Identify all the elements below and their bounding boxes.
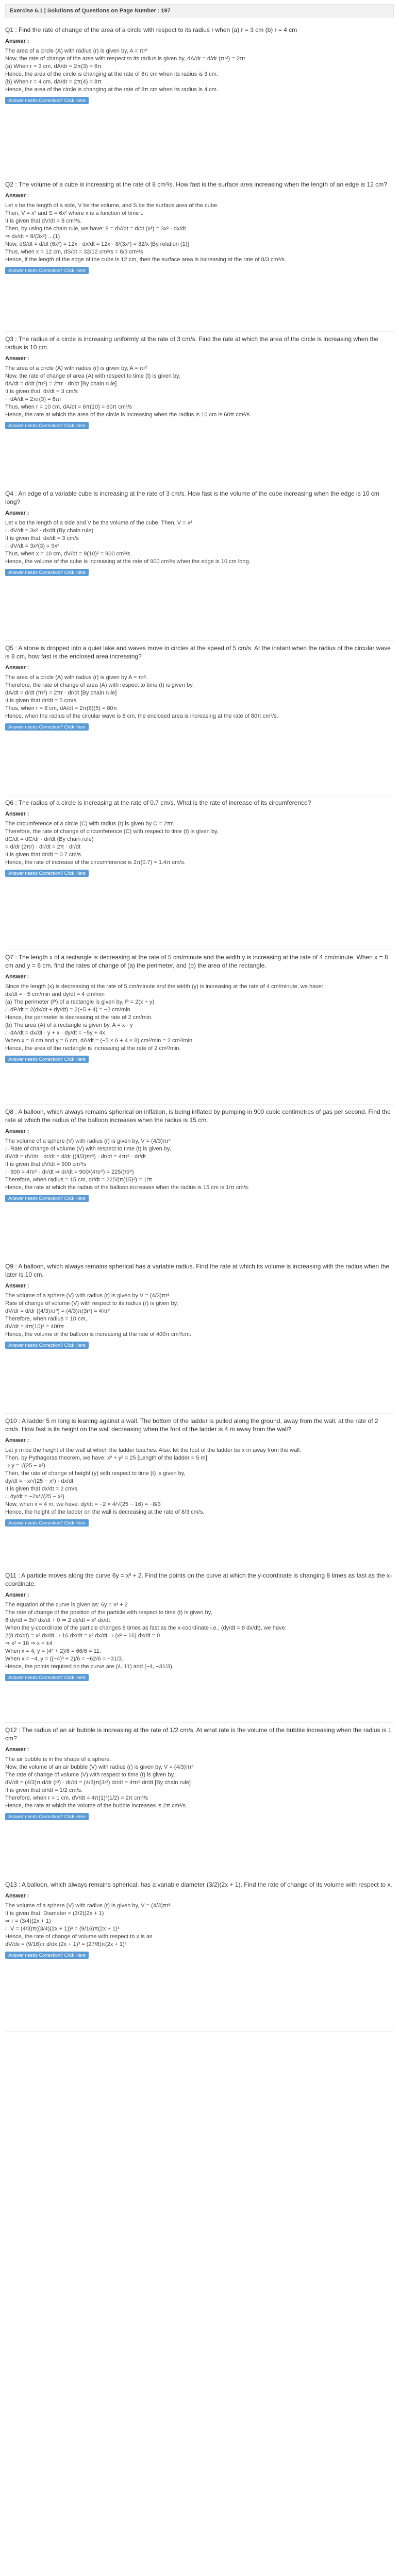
solution-line: Therefore, when radius = 15 cm, dr/dt = 225/(π(15)²) = 1/π: [5, 1177, 153, 1183]
solution-line: Hence, the volume of the cube is increasing at the rate of 900 cm³/s when the edge is 10 cm long.: [5, 558, 251, 565]
answer-correction-link[interactable]: Answer needs Correction? Click Here: [5, 870, 89, 877]
solution-line: Hence, the perimeter is decreasing at the rate of 2 cm/min.: [5, 1014, 153, 1021]
solution-line: When the y-coordinate of the particle changes 8 times as fast as the x-coordinate i.e., (dy/dt = 8 dx/dt), we have:: [5, 1625, 287, 1631]
question-text: Q11 : A particle moves along the curve 6y = x³ + 2. Find the points on the curve at which the y-coordinate is changing 8 times as fast as the x-coordinate.: [5, 1572, 392, 1587]
solution-line: Hence, the rate of change of volume with respect to x is as: [5, 1934, 153, 1940]
solution-line: = d/dr (2πr) · dr/dt = 2π · dr/dt: [5, 844, 81, 850]
solution-line: Now, when x = 4 m, we have: dy/dt = −2 × 4/√(25 − 16) = −8/3: [5, 1501, 161, 1507]
solution-line: Now, the volume of an air bubble (V) with radius (r) is given by, V = (4/3)πr³: [5, 1764, 194, 1770]
question-text: Q9 : A balloon, which always remains spherical has a variable radius. Find the rate at which its volume is increasing with the radius when the later is 10 cm.: [5, 1263, 390, 1278]
solution-line: Thus, when x = 10 cm, dV/dt = 9(10)² = 900 cm³/s: [5, 551, 130, 557]
question-text: Q10 : A ladder 5 m long is leaning against a wall. The bottom of the ladder is pulled along the ground, away from the wall, at the rate of 2 cm/s. How fast is its height on the wall decreasing when the foot of the ladder is 4 m away from the wall?: [5, 1417, 378, 1433]
solution-line: dV/dx = (9/16)π d/dx (2x + 1)³ = (27/8)π(2x + 1)²: [5, 1941, 127, 1947]
answer-correction-link[interactable]: Answer needs Correction? Click Here: [5, 1195, 89, 1202]
solution-line: Hence, the rate of increase of the circumference is 2π(0.7) = 1.4π cm/s.: [5, 859, 186, 866]
solution-line: It is given that dx/dt = 2 cm/s.: [5, 1486, 79, 1492]
solution-line: Since the length (x) is decreasing at the rate of 5 cm/minute and the width (y) is increasing at the rate of 4 cm/minute, we have:: [5, 984, 323, 990]
solution-line: Thus, when x = 12 cm, dS/dt = 32/12 cm²/s = 8/3 cm²/s: [5, 249, 143, 255]
solution-line: ⇒ dx/dt = 8/(3x²) ...(1): [5, 233, 60, 240]
question-text: Q3 : The radius of a circle is increasing uniformly at the rate of 3 cm/s. Find the rate at which the area of the circle is increasing when the radius is 10 cm.: [5, 335, 379, 351]
solution-line: Then, by using the chain rule, we have: 8 = dV/dt = d/dt (x³) = 3x² · dx/dt: [5, 226, 186, 232]
question-block: [5, 641, 394, 795]
solution-line: dA/dt = d/dt (πr²) = 2πr · dr/dt [By chain rule]: [5, 690, 117, 696]
answer-label: Answer :: [5, 1747, 29, 1753]
solution-line: Hence, the points required on the curve are (4, 11) and (−4, −31/3).: [5, 1664, 174, 1670]
solution-line: dx/dt = −5 cm/min and dy/dt = 4 cm/min: [5, 991, 105, 997]
solution-line: It is given that, dx/dt = 3 cm/s: [5, 535, 79, 541]
question-block: [5, 795, 394, 950]
solution-line: The volume of a sphere (V) with radius (r) is given by, V = (4/3)πr³: [5, 1138, 171, 1144]
solution-line: It is given that dr/dt = 1/2 cm/s.: [5, 1787, 83, 1793]
question-block: [5, 1105, 394, 1259]
answer-correction-link[interactable]: Answer needs Correction? Click Here: [5, 1674, 89, 1681]
solution-line: ∴ dP/dt = 2(dx/dt + dy/dt) = 2(−5 + 4) = −2 cm/min: [5, 1007, 130, 1013]
solution-line: dV/dr = d/dr ((4/3)πr³) = (4/3)π(3r²) = 4πr²: [5, 1308, 110, 1314]
answer-correction-link[interactable]: Answer needs Correction? Click Here: [5, 1342, 89, 1349]
question-block: [5, 1414, 394, 1568]
solution-line: Hence, the rate at which the area of the circle is increasing when the radius is 10 cm is 60π cm²/s.: [5, 412, 252, 418]
exercise-header: Exercise 6.1 | Solutions of Questions on Page Number : 197: [5, 4, 394, 18]
solution-line: Now, dS/dt = d/dt (6x²) = 12x · dx/dt = 12x · 8/(3x²) = 32/x [By relation (1)]: [5, 241, 189, 247]
solution-line: ∴ dA/dt = 2πr(3) = 6πr: [5, 396, 61, 402]
solution-line: (a) The perimeter (P) of a rectangle is given by, P = 2(x + y): [5, 999, 155, 1005]
answer-label: Answer :: [5, 38, 29, 44]
question-text: Q4 : An edge of a variable cube is increasing at the rate of 3 cm/s. How fast is the volume of the cube increasing when the edge is 10 cm long?: [5, 490, 379, 505]
question-text: Q1 : Find the rate of change of the area of a circle with respect to its radius r when (a) r = 3 cm (b) r = 4 cm: [5, 26, 297, 33]
solution-line: Hence, if the length of the edge of the cube is 12 cm, then the surface area is increasing at the rate of 8/3 cm²/s.: [5, 257, 286, 263]
solution-line: When x = 4, y = (4³ + 2)/6 = 66/6 = 11.: [5, 1648, 101, 1654]
solution-line: Let x be the length of a side, V be the volume, and S be the surface area of the cube.: [5, 202, 219, 209]
answer-label: Answer :: [5, 974, 29, 980]
solution-line: Therefore, the rate of change of area (A) with respect to time (t) is given by,: [5, 682, 194, 688]
question-block: [5, 950, 394, 1105]
solution-line: The volume of a sphere (V) with radius (r) is given by, V = (4/3)πr³: [5, 1903, 171, 1909]
solution-line: dV/dt = dV/dr · dr/dt = d/dr ((4/3)πr³) · dr/dt = 4πr² · dr/dt: [5, 1154, 146, 1160]
question-text: Q2 : The volume of a cube is increasing at the rate of 8 cm³/s. How fast is the surface area increasing when the length of an edge is 12 cm?: [5, 181, 387, 188]
answer-label: Answer :: [5, 1283, 29, 1289]
answer-label: Answer :: [5, 1893, 29, 1899]
answer-label: Answer :: [5, 811, 29, 817]
solution-line: It is given that: Diameter = (3/2)(2x + 1): [5, 1910, 104, 1917]
answer-label: Answer :: [5, 665, 29, 671]
solution-line: The circumference of a circle (C) with radius (r) is given by C = 2πr.: [5, 821, 174, 827]
solution-line: ∴ Rate of change of volume (V) with respect to time (t) is given by,: [5, 1146, 171, 1152]
solution-line: ∴ 900 = 4πr² · dr/dt ⇒ dr/dt = 900/(4πr²) = 225/(πr²): [5, 1169, 134, 1175]
answer-correction-link[interactable]: Answer needs Correction? Click Here: [5, 1056, 89, 1063]
answer-correction-link[interactable]: Answer needs Correction? Click Here: [5, 569, 89, 576]
solution-line: The volume of a sphere (V) with radius (r) is given by V = (4/3)πr³.: [5, 1293, 171, 1299]
solution-line: The area of a circle (A) with radius (r) is given by A = πr².: [5, 674, 148, 681]
solution-line: Therefore, when r = 1 cm, dV/dt = 4π(1)²(1/2) = 2π cm³/s: [5, 1795, 148, 1801]
solution-line: ∴ dy/dt = −2x/√(25 − x²): [5, 1494, 64, 1500]
solution-line: ∴ V = (4/3)π((3/4)(2x + 1))³ = (9/16)π(2x + 1)³: [5, 1926, 120, 1932]
question-text: Q8 : A balloon, which always remains spherical on inflation, is being inflated by pumping in 900 cubic centimetres of gas per second. Find the rate at which the radius of the balloon increases when the radius is 15 cm.: [5, 1108, 391, 1124]
question-block: [5, 1259, 394, 1414]
solution-line: Hence, the volume of the balloon is increasing at the rate of 400π cm³/cm.: [5, 1331, 191, 1337]
solution-line: Therefore, when radius = 10 cm,: [5, 1316, 87, 1322]
solution-line: Hence, the area of the rectangle is increasing at the rate of 2 cm²/min.: [5, 1045, 181, 1052]
solution-line: The air bubble is in the shape of a sphere.: [5, 1756, 111, 1762]
solution-line: dC/dt = dC/dr · dr/dt (By chain rule): [5, 836, 94, 842]
solution-line: dy/dt = −x/√(25 − x²) · dx/dt: [5, 1478, 74, 1484]
solution-line: Thus, when r = 8 cm, dA/dt = 2π(8)(5) = 80π: [5, 705, 118, 711]
solution-line: The rate of change of volume (V) with respect to time (t) is given by,: [5, 1772, 175, 1778]
solution-line: ∴ dV/dt = 3x² · dx/dt (By chain rule): [5, 528, 94, 534]
solution-line: ∴ dV/dt = 3x²(3) = 9x²: [5, 543, 59, 549]
solution-line: When x = 8 cm and y = 6 cm, dA/dt = (−5 × 6 + 4 × 8) cm²/min = 2 cm²/min: [5, 1038, 193, 1044]
solution-line: It is given that dr/dt = 5 cm/s.: [5, 698, 78, 704]
solution-line: The area of a circle (A) with radius (r) is given by, A = πr²: [5, 48, 147, 54]
questions-list: [5, 23, 394, 2032]
answer-label: Answer :: [5, 1592, 29, 1598]
solution-line: It is given that dr/dt = 0.7 cm/s.: [5, 852, 83, 858]
answer-correction-link[interactable]: Answer needs Correction? Click Here: [5, 723, 89, 731]
solution-line: Hence, the rate at which the volume of the bubble increases is 2π cm³/s.: [5, 1803, 188, 1809]
solution-line: Rate of change of volume (V) with respect to its radius (r) is given by,: [5, 1300, 178, 1307]
solution-line: The equation of the curve is given as: 6y = x³ + 2: [5, 1602, 128, 1608]
answer-correction-link[interactable]: Answer needs Correction? Click Here: [5, 422, 89, 429]
solution-line: Hence, the area of the circle is changing at the rate of 6π cm when its radius is 3 cm.: [5, 71, 218, 77]
question-block: [5, 1568, 394, 1723]
answer-correction-link[interactable]: Answer needs Correction? Click Here: [5, 1519, 89, 1527]
solution-line: ⇒ r = (3/4)(2x + 1): [5, 1918, 51, 1924]
question-block: [5, 1877, 394, 2032]
question-text: Q5 : A stone is dropped into a quiet lake and waves move in circles at the speed of 5 cm/s. At the instant when the radius of the circular wave is 8 cm, how fast is the enclosed area increasing?: [5, 645, 391, 660]
solution-line: Let x be the length of a side and V be the volume of the cube. Then, V = x³: [5, 520, 192, 526]
question-text: Q7 : The length x of a rectangle is decreasing at the rate of 5 cm/minute and the width y is increasing at the rate of 4 cm/minute. When x = 8 cm and y = 6 cm, find the rates of change of (a) the perimeter, and (b) the area of the rectangle.: [5, 954, 388, 969]
solution-line: Now, the rate of change of area (A) with respect to time (t) is given by,: [5, 373, 180, 379]
answer-label: Answer :: [5, 1437, 29, 1444]
solution-line: (b) The area (A) of a rectangle is given by, A = x · y: [5, 1022, 133, 1028]
solution-line: dA/dt = d/dt (πr²) = 2πr · dr/dt [By chain rule]: [5, 381, 117, 387]
solution-line: Then, by Pythagoras theorem, we have: x² + y² = 25 [Length of the ladder = 5 m]: [5, 1455, 207, 1461]
answer-label: Answer :: [5, 355, 29, 362]
solution-line: It is given that, dr/dt = 3 cm/s: [5, 388, 78, 395]
question-block: [5, 332, 394, 486]
answer-label: Answer :: [5, 193, 29, 199]
solution-line: 6 dy/dt = 3x² dx/dt + 0 ⇒ 2 dy/dt = x² dx/dt: [5, 1617, 110, 1623]
solution-line: Thus, when r = 10 cm, dA/dt = 6π(10) = 60π cm²/s: [5, 404, 132, 410]
solution-line: Let y m be the height of the wall at which the ladder touches. Also, let the foot of the ladder be x m away from the wall.: [5, 1447, 302, 1453]
question-text: Q6 : The radius of a circle is increasing at the rate of 0.7 cm/s. What is the rate of increase of its circumference?: [5, 799, 311, 806]
solution-line: ⇒ x² = 16 ⇒ x = ±4: [5, 1640, 53, 1647]
answer-label: Answer :: [5, 510, 29, 516]
solution-line: Hence, the rate at which the radius of the balloon increases when the radius is 15 cm is 1/π cm/s.: [5, 1184, 250, 1191]
solution-line: It is given that dV/dt = 8 cm³/s.: [5, 218, 82, 224]
solution-line: Hence, when the radius of the circular wave is 8 cm, the enclosed area is increasing at the rate of 80π cm²/s.: [5, 713, 278, 719]
solution-line: dV/dt = (4/3)π d/dr (r³) · dr/dt = (4/3)π(3r²) dr/dt = 4πr² dr/dt [By chain rule]: [5, 1780, 191, 1786]
solution-line: Then, the rate of change of height (y) with respect to time (t) is given by,: [5, 1470, 186, 1477]
solution-line: (a) When r = 3 cm, dA/dr = 2π(3) = 6π: [5, 63, 102, 70]
solution-line: dV/dr = 4π(10)² = 400π: [5, 1324, 64, 1330]
question-text: Q12 : The radius of an air bubble is increasing at the rate of 1/2 cm/s. At what rate is the volume of the bubble increasing when the radius is 1 cm?: [5, 1726, 392, 1742]
solution-line: Hence, the height of the ladder on the wall is decreasing at the rate of 8/3 cm/s.: [5, 1509, 205, 1515]
solution-line: The rate of change of the position of the particle with respect to time (t) is given by,: [5, 1609, 212, 1616]
question-block: [5, 23, 394, 177]
solution-line: It is given that dV/dt = 900 cm³/s: [5, 1161, 87, 1167]
solution-line: ∴ dA/dt = dx/dt · y + x · dy/dt = −5y + 4x: [5, 1030, 105, 1036]
solution-line: (b) When r = 4 cm, dA/dr = 2π(4) = 8π: [5, 79, 102, 85]
solution-line: Then, V = x³ and S = 6x² where x is a function of time t.: [5, 210, 144, 216]
answer-correction-link[interactable]: Answer needs Correction? Click Here: [5, 1952, 89, 1959]
answer-correction-link[interactable]: Answer needs Correction? Click Here: [5, 97, 89, 104]
solution-line: Therefore, the rate of change of circumference (C) with respect to time (t) is given by,: [5, 828, 219, 835]
solution-line: The area of a circle (A) with radius (r) is given by, A = πr²: [5, 365, 147, 371]
solution-line: 2(8 dx/dt) = x² dx/dt ⇒ 16 dx/dt = x² dx/dt ⇒ (x² − 16) dx/dt = 0: [5, 1633, 160, 1639]
answer-correction-link[interactable]: Answer needs Correction? Click Here: [5, 267, 89, 274]
answer-label: Answer :: [5, 1128, 29, 1134]
solution-line: ⇒ y = √(25 − x²): [5, 1463, 45, 1469]
solution-line: Hence, the area of the circle is changing at the rate of 8π cm when its radius is 4 cm.: [5, 87, 218, 93]
question-text: Q13 : A balloon, which always remains spherical, has a variable diameter (3/2)(2x + 1). Find the rate of change of its volume with respect to x.: [5, 1881, 392, 1888]
solution-line: When x = −4, y = ((−4)³ + 2)/6 = −62/6 = −31/3.: [5, 1656, 123, 1662]
question-block: [5, 1723, 394, 1877]
solution-line: Now, the rate of change of the area with respect to its radius is given by, dA/dr = d/dr (πr²) = 2πr: [5, 56, 246, 62]
answer-correction-link[interactable]: Answer needs Correction? Click Here: [5, 1813, 89, 1820]
question-block: [5, 486, 394, 641]
question-block: [5, 177, 394, 332]
